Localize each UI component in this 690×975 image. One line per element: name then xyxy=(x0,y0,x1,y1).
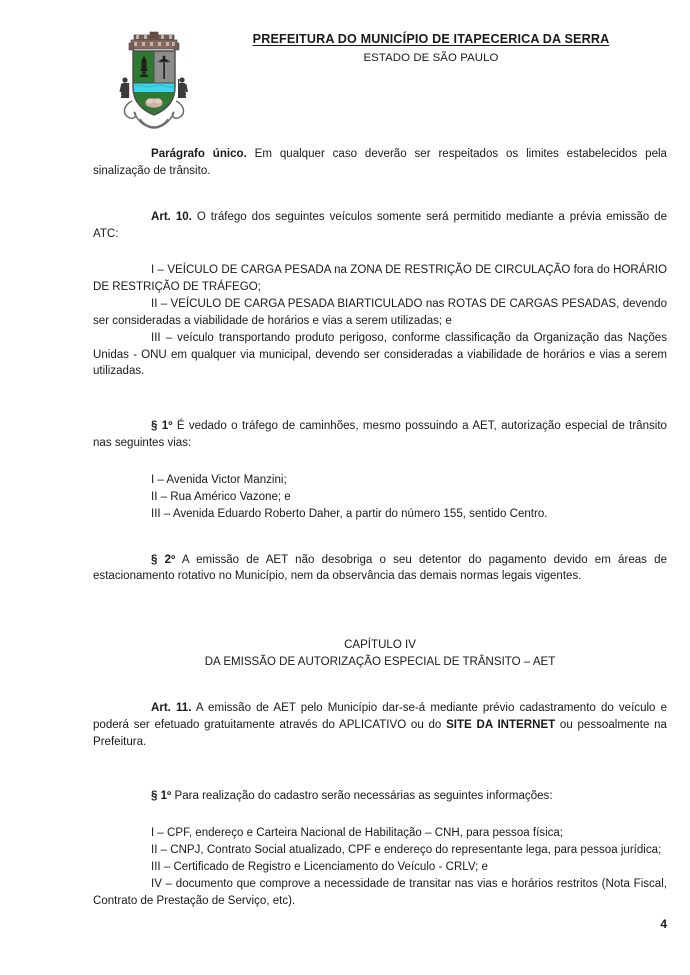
art-11-bold-site: SITE DA INTERNET xyxy=(446,718,556,731)
art-10-par-1-item-i: I – Avenida Victor Manzini; xyxy=(151,473,287,486)
header-title-block xyxy=(196,31,666,66)
paragraph-art-11-par-1 xyxy=(93,788,667,805)
document-header xyxy=(0,0,690,118)
art-10-text: O tráfego dos seguintes veículos somente será permitido mediante a prévia emissão de ATC: xyxy=(93,210,667,240)
art-11-par-1-item-iii: III – Certificado de Registro e Licenciamento do Veículo - CRLV; e xyxy=(151,860,488,873)
art-11-text-part2: ou pessoalmente na Prefeitura. xyxy=(93,718,667,748)
art-10-par-2-label: § 2º xyxy=(151,553,176,566)
art-10-par-1-item-ii: II – Rua Américo Vazone; e xyxy=(151,490,291,503)
art-10-par-1-text: É vedado o tráfego de caminhões, mesmo possuindo a AET, autorização especial de trânsito nas seguintes vias: xyxy=(93,420,667,450)
organization-title: PREFEITURA DO MUNICÍPIO DE ITAPECERICA DA SERRA xyxy=(252,32,610,46)
paragraph-art-10 xyxy=(93,209,667,243)
paragraph-art-10-par-2 xyxy=(93,552,667,586)
spacer xyxy=(93,180,667,209)
page-number: 4 xyxy=(660,917,667,931)
art-10-item-ii: II – VEÍCULO DE CARGA PESADA BIARTICULADO nas ROTAS DE CARGAS PESADAS, devendo ser consideradas a viabilidade de horários e vias a serem utilizadas; e xyxy=(93,298,667,327)
paragraph-paragrafo-unico xyxy=(93,146,667,180)
paragrafo-unico-text: Em qualquer caso deverão ser respeitados os limites estabelecidos pela sinalização de trânsito. xyxy=(93,148,667,177)
spacer xyxy=(93,805,667,825)
document-body xyxy=(93,146,667,909)
paragrafo-unico-label: Parágrafo único. xyxy=(151,148,247,160)
art-11-label: Art. 11. xyxy=(151,701,192,714)
art-11-text-part1: A emissão de AET pelo Município dar-se-á mediante prévio cadastramento do veículo e poderá ser efetuado gratuitamente através do APLICATIVO ou do xyxy=(93,701,667,731)
chapter-title: DA EMISSÃO DE AUTORIZAÇÃO ESPECIAL DE TRÂNSITO – AET xyxy=(204,656,556,669)
art-10-label: Art. 10. xyxy=(151,210,192,223)
art-11-par-1-item-i: I – CPF, endereço e Carteira Nacional de Habilitação – CNH, para pessoa física; xyxy=(151,827,564,840)
art-11-par-1-item-iv: IV – documento que comprove a necessidade de transitar nas vias e horários restritos (Nota Fiscal, Contrato de Prestação de Serviço, etc). xyxy=(93,877,667,907)
paragraph-art-10-par-1 xyxy=(93,418,667,452)
art-10-par-2-text: A emissão de AET não desobriga o seu detentor do pagamento devido em áreas de estacionamento rotativo no Município, nem da observância das demais normas legais vigentes. xyxy=(93,553,667,583)
spacer xyxy=(93,623,667,637)
spacer xyxy=(93,380,667,418)
art-10-par-1-item-iii: III – Avenida Eduardo Roberto Daher, a partir do número 155, sentido Centro. xyxy=(151,507,548,520)
art-10-item-iii: III – veículo transportando produto perigoso, conforme classificação da Organização das Nações Unidas - ONU em qualquer via municipal, devendo ser consideradas a viabilidade de horários e vias a serem utilizadas. xyxy=(93,331,667,378)
art-11-par-1-label: § 1º xyxy=(151,790,172,803)
art-11-par-1-text: Para realização do cadastro serão necessárias as seguintes informações: xyxy=(171,790,553,803)
art-11-par-1-item-ii: II – CNPJ, Contrato Social atualizado, CPF e endereço do representante lega, para pessoa jurídica; xyxy=(151,844,662,857)
organization-subtitle: ESTADO DE SÃO PAULO xyxy=(363,52,499,64)
spacer xyxy=(93,671,667,700)
chapter-number: CAPÍTULO IV xyxy=(344,639,416,652)
spacer xyxy=(93,242,667,262)
spacer xyxy=(93,585,667,623)
paragraph-art-11 xyxy=(93,700,667,751)
spacer xyxy=(93,523,667,552)
spacer xyxy=(93,452,667,472)
coat-of-arms-icon xyxy=(114,31,194,133)
art-10-par-1-label: § 1º xyxy=(151,420,173,433)
spacer xyxy=(93,750,667,788)
art-10-item-i: I – VEÍCULO DE CARGA PESADA na ZONA DE RESTRIÇÃO DE CIRCULAÇÃO fora do HORÁRIO DE RESTRIÇÃO DE TRÁFEGO; xyxy=(93,264,667,294)
